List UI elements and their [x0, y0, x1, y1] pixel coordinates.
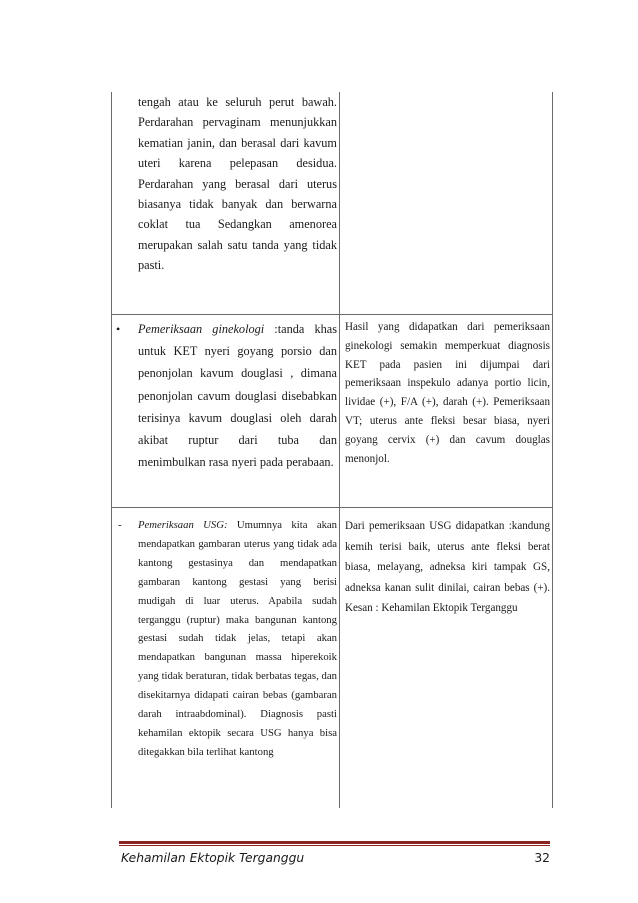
bullet-marker: •	[116, 322, 121, 336]
table-cell-row2-left	[138, 318, 337, 473]
table-border-left	[111, 92, 112, 808]
cell-text: :tanda khas untuk KET nyeri goyang porsio dan penonjolan kavum douglasi , dimana penonjolan cavum douglasi disebabkan terisinya kavum douglasi oleh darah akibat ruptur dari tuba dan menimbulkan rasa nyeri pada perabaan.	[138, 322, 337, 470]
footer-rule	[119, 841, 550, 844]
cell-text: Dari pemeriksaan USG didapatkan :kandung kemih terisi baik, uterus ante fleksi berat biasa, melayang, adneksa kiri tampak GS, adneksa kanan sulit dinilai, cairan bebas (+). Kesan : Kehamilan Ektopik Terganggu	[345, 520, 550, 614]
cell-text: tengah atau ke seluruh perut bawah. Perdarahan pervaginam menunjukkan kematian janin, dan berasal dari kavum uteri karena pelepasan desidua. Perdarahan yang berasal dari uterus biasanya tidak banyak dan berwarna coklat tua Sedangkan amenorea merupakan salah satu tanda yang tidak pasti.	[138, 95, 337, 273]
table-border-right	[552, 92, 553, 808]
table-column-divider	[339, 92, 340, 808]
table-cell-row3-left	[138, 516, 337, 762]
table-row-divider	[111, 314, 553, 315]
footer-rule-thin	[119, 845, 550, 846]
table-cell-row2-right	[345, 318, 550, 468]
table-cell-row1-left	[138, 92, 337, 276]
table-cell-row3-right	[345, 516, 550, 619]
cell-label: Pemeriksaan USG:	[138, 519, 228, 531]
table-row-divider	[111, 507, 553, 508]
dash-marker: -	[118, 519, 122, 531]
cell-label: Pemeriksaan ginekologi	[138, 322, 265, 336]
findings-table	[111, 92, 553, 808]
page-number: 32	[534, 851, 550, 865]
footer-title: Kehamilan Ektopik Terganggu	[121, 851, 305, 865]
cell-text: Umumnya kita akan mendapatkan gambaran uterus yang tidak ada kantong gestasinya dan mendapatkan gambaran kantong gestasi yang berisi mudigah di luar uterus. Apabila sudah terganggu (ruptur) maka bangunan kantong gestasi sudah tidak jelas, tetapi akan mendapatkan bangunan massa hiperekoik yang tidak beraturan, tidak berbatas tegas, dan disekitarnya didapati cairan bebas (gambaran darah intraabdominal). Diagnosis pasti kehamilan ektopik secara USG hanya bisa ditegakkan bila terlihat kantong	[138, 519, 337, 758]
cell-text: Hasil yang didapatkan dari pemeriksaan ginekologi semakin memperkuat diagnosis KET pada pasien ini dijumpai dari pemeriksaan inspekulo adanya portio licin, lividae (+), F/A (+), darah (+). Pemeriksaan VT; uterus ante fleksi besar biasa, nyeri goyang cervix (+) dan cavum douglas menonjol.	[345, 321, 550, 465]
